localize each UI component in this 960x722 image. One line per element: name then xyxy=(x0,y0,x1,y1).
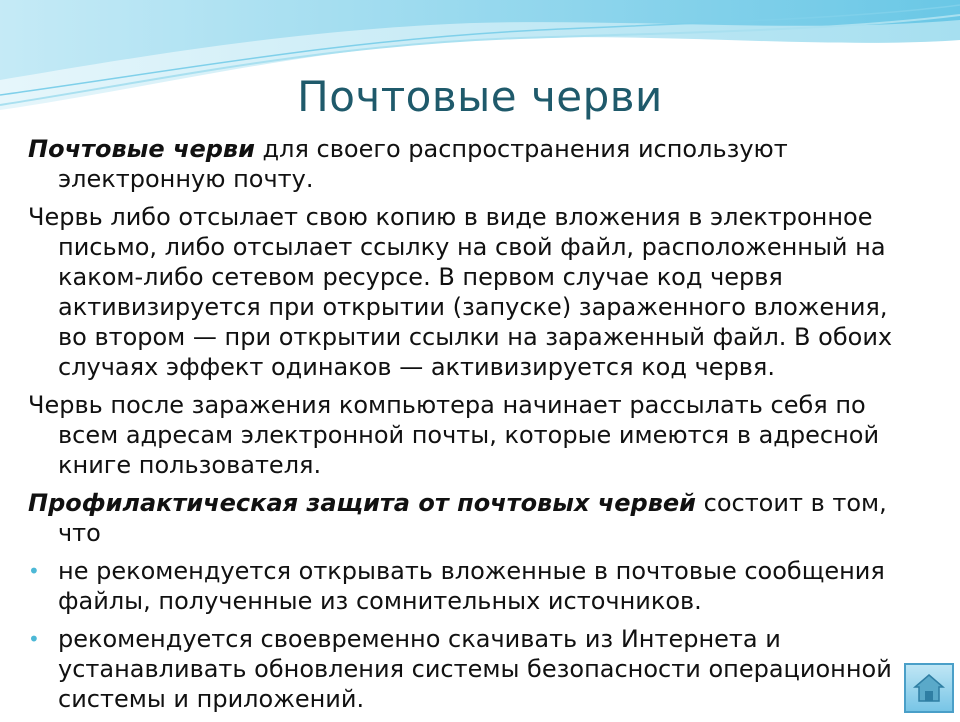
paragraph-1-bold: Почтовые черви xyxy=(28,135,255,163)
bullet-marker: • xyxy=(28,627,40,651)
slide-body xyxy=(28,134,918,722)
paragraph-4-bold: Профилактическая защита от почтовых червей xyxy=(28,489,696,517)
paragraph-1-text: для своего распространения используют электронную почту. xyxy=(58,135,788,193)
bullet-marker: • xyxy=(28,559,40,583)
paragraph-4-text: состоит в том, что xyxy=(58,489,887,547)
home-button[interactable] xyxy=(904,663,954,713)
paragraph-4 xyxy=(28,488,918,548)
paragraph-2-text: Червь либо отсылает свою копию в виде вложения в электронное письмо, либо отсылает ссылку на свой файл, расположенный на каком-либо сетевом ресурсе. В первом случае код червя активизируется при открытии (запуске) зараженного вложения, во втором — при открытии ссылки на зараженный файл. В обоих случаях эффект одинаков — активизируется код червя. xyxy=(28,203,893,381)
bullet-item-1 xyxy=(28,556,918,616)
paragraph-2 xyxy=(28,202,918,382)
paragraph-1 xyxy=(28,134,918,194)
slide-title: Почтовые черви xyxy=(297,72,663,121)
bullet-text-2: рекомендуется своевременно скачивать из Интернета и устанавливать обновления системы безопасности операционной системы и приложений. xyxy=(58,625,892,713)
bullet-text-1: не рекомендуется открывать вложенные в почтовые сообщения файлы, полученные из сомнительных источников. xyxy=(58,557,885,615)
paragraph-3-text: Червь после заражения компьютера начинает рассылать себя по всем адресам электронной почты, которые имеются в адресной книге пользователя. xyxy=(28,391,880,479)
bullet-item-2 xyxy=(28,624,918,714)
paragraph-3 xyxy=(28,390,918,480)
home-icon xyxy=(912,671,946,705)
